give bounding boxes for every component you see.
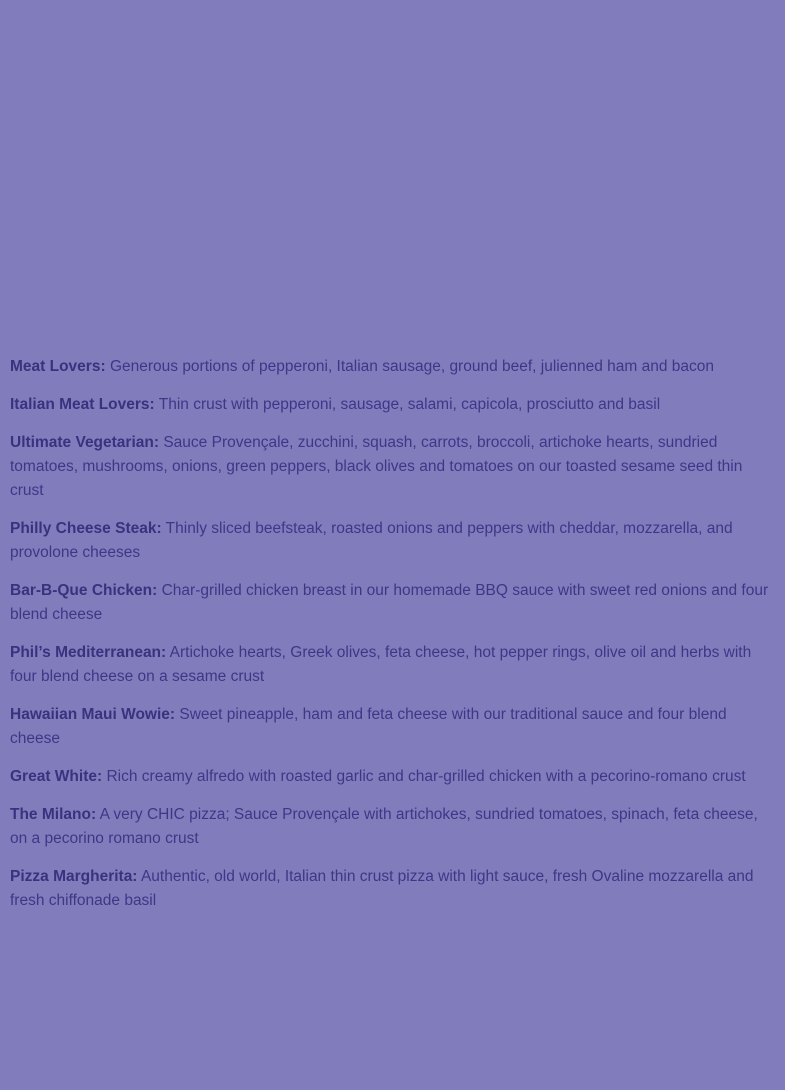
menu-item-name: Bar-B-Que Chicken:: [10, 582, 158, 599]
menu-item-name: Meat Lovers:: [10, 358, 106, 375]
menu-item-description: Thinly sliced beefsteak, roasted onions and peppers with cheddar, mozzarella, and provolone cheeses: [10, 520, 733, 561]
menu-item-description: Char-grilled chicken breast in our homemade BBQ sauce with sweet red onions and four blend cheese: [10, 582, 769, 623]
menu-item-description: Thin crust with pepperoni, sausage, salami, capicola, prosciutto and basil: [158, 396, 661, 413]
menu-item-great-white: [10, 765, 776, 789]
menu-item-the-milano: [10, 803, 776, 851]
menu-item-ultimate-vegetarian: [10, 431, 776, 503]
menu-item-name: Ultimate Vegetarian:: [10, 434, 160, 451]
menu-item-description: Sauce Provençale, zucchini, squash, carrots, broccoli, artichoke hearts, sundried tomatoes, mushrooms, onions, green peppers, black olives and tomatoes on our toasted sesame seed thin crust: [10, 434, 743, 499]
pizza-menu-list: [10, 355, 776, 927]
menu-item-pizza-margherita: [10, 865, 776, 913]
menu-item-description: Artichoke hearts, Greek olives, feta cheese, hot pepper rings, olive oil and herbs with four blend cheese on a sesame crust: [10, 644, 752, 685]
menu-item-description: Sweet pineapple, ham and feta cheese with our traditional sauce and four blend cheese: [10, 706, 727, 747]
menu-item-phils-mediterranean: [10, 641, 776, 689]
menu-item-name: The Milano:: [10, 806, 97, 823]
menu-item-description: A very CHIC pizza; Sauce Provençale with artichokes, sundried tomatoes, spinach, feta cheese, on a pecorino romano crust: [10, 806, 758, 847]
menu-item-description: Rich creamy alfredo with roasted garlic and char-grilled chicken with a pecorino-romano crust: [106, 768, 746, 785]
menu-item-philly-cheese-steak: [10, 517, 776, 565]
menu-item-italian-meat-lovers: [10, 393, 776, 417]
menu-item-name: Italian Meat Lovers:: [10, 396, 155, 413]
menu-item-hawaiian-maui-wowie: [10, 703, 776, 751]
menu-item-meat-lovers: [10, 355, 776, 379]
menu-item-description: Generous portions of pepperoni, Italian sausage, ground beef, julienned ham and bacon: [109, 358, 715, 375]
menu-item-name: Pizza Margherita:: [10, 868, 138, 885]
menu-item-name: Philly Cheese Steak:: [10, 520, 162, 537]
menu-item-description: Authentic, old world, Italian thin crust pizza with light sauce, fresh Ovaline mozzarella and fresh chiffonade basil: [10, 868, 754, 909]
menu-item-name: Hawaiian Maui Wowie:: [10, 706, 176, 723]
menu-item-name: Phil’s Mediterranean:: [10, 644, 167, 661]
menu-item-bar-b-que-chicken: [10, 579, 776, 627]
menu-item-name: Great White:: [10, 768, 103, 785]
